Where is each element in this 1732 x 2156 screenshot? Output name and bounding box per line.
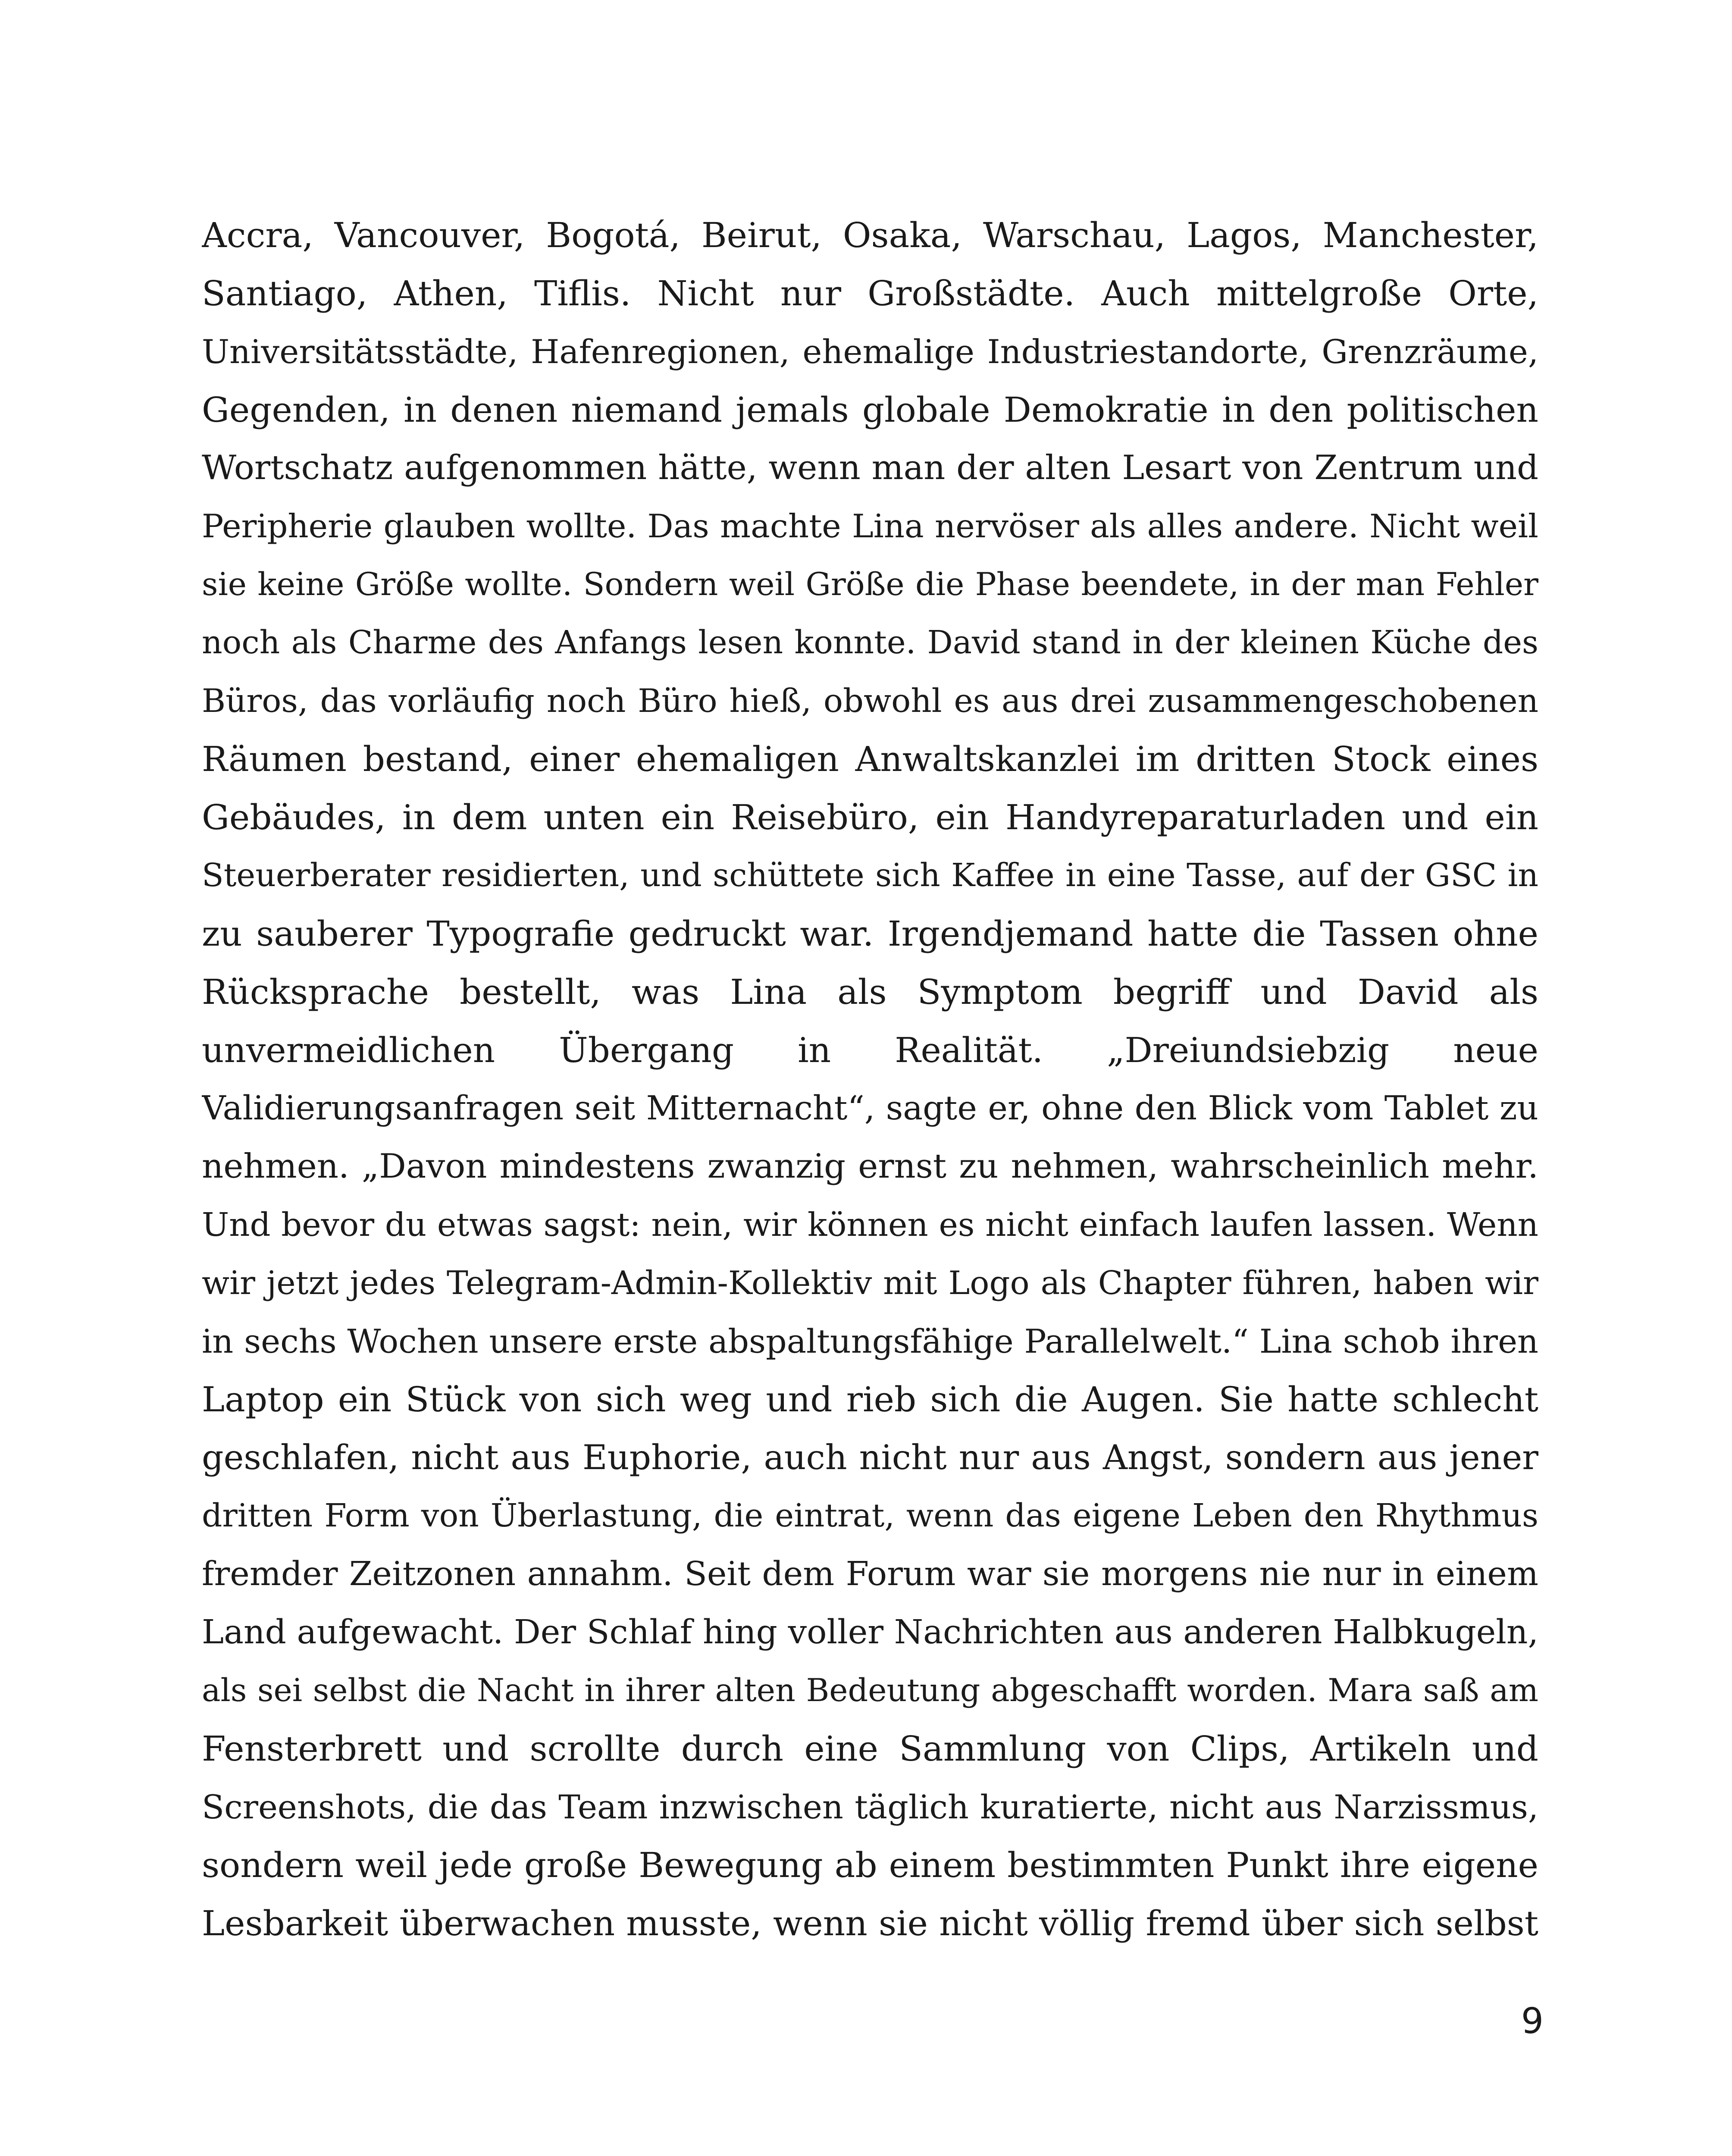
text-line: Screenshots, die das Team inzwischen täglich kuratierte, nicht aus Narzissmus, [202,1788,1538,1826]
text-line: Fensterbrett und scrollte durch eine Sammlung von Clips, Artikeln und [202,1729,1538,1769]
text-line: dritten Form von Überlastung, die eintrat, wenn das eigene Leben den Rhythmus [202,1497,1538,1534]
text-line: wir jetzt jedes Telegram-Admin-Kollektiv mit Logo als Chapter führen, haben wir [202,1264,1538,1302]
text-line: zu sauberer Typografie gedruckt war. Irgendjemand hatte die Tassen ohne [202,914,1538,954]
text-line: Gebäudes, in dem unten ein Reisebüro, ein Handyreparaturladen und ein [202,797,1538,837]
text-line: Lesbarkeit überwachen musste, wenn sie nicht völlig fremd über sich selbst [202,1903,1538,1943]
text-line: geschlafen, nicht aus Euphorie, auch nicht nur aus Angst, sondern aus jener [202,1438,1538,1477]
text-line: Validierungsanfragen seit Mitternacht“, sagte er, ohne den Blick vom Tablet zu [202,1089,1538,1128]
text-line: Büros, das vorläufig noch Büro hieß, obwohl es aus drei zusammengeschobenen [202,682,1538,720]
body-text [202,206,1538,1952]
text-line: Land aufgewacht. Der Schlaf hing voller Nachrichten aus anderen Halbkugeln, [202,1613,1538,1651]
text-line: Rücksprache bestellt, was Lina als Symptom begriff und David als [202,972,1538,1012]
text-line: unvermeidlichen Übergang in Realität. „Dreiundsiebzig neue [202,1030,1538,1070]
text-line: Und bevor du etwas sagst: nein, wir können es nicht einfach laufen lassen. Wenn [202,1206,1538,1244]
text-line: Accra, Vancouver, Bogotá, Beirut, Osaka, Warschau, Lagos, Manchester, [202,215,1538,255]
text-line: noch als Charme des Anfangs lesen konnte. David stand in der kleinen Küche des [202,624,1538,661]
text-line: Santiago, Athen, Tiflis. Nicht nur Großstädte. Auch mittelgroße Orte, [202,273,1538,313]
text-line: Gegenden, in denen niemand jemals globale Demokratie in den politischen [202,390,1538,430]
text-line: fremder Zeitzonen annahm. Seit dem Forum war sie morgens nie nur in einem [202,1555,1538,1593]
text-line: in sechs Wochen unsere erste abspaltungsfähige Parallelwelt.“ Lina schob ihren [202,1322,1538,1360]
text-line: Wortschatz aufgenommen hätte, wenn man der alten Lesart von Zentrum und [202,448,1538,487]
text-line: als sei selbst die Nacht in ihrer alten Bedeutung abgeschafft worden. Mara saß am [202,1672,1538,1709]
text-line: Laptop ein Stück von sich weg und rieb sich die Augen. Sie hatte schlecht [202,1379,1538,1420]
text-line: sie keine Größe wollte. Sondern weil Größe die Phase beendete, in der man Fehler [202,566,1538,603]
text-line: Räumen bestand, einer ehemaligen Anwaltskanzlei im dritten Stock eines [202,739,1538,779]
text-line: Universitätsstädte, Hafenregionen, ehemalige Industriestandorte, Grenzräume, [202,332,1538,371]
text-line: Peripherie glauben wollte. Das machte Lina nervöser als alles andere. Nicht weil [202,507,1538,545]
text-line: sondern weil jede große Bewegung ab einem bestimmten Punkt ihre eigene [202,1845,1538,1885]
text-line: nehmen. „Davon mindestens zwanzig ernst zu nehmen, wahrscheinlich mehr. [202,1147,1538,1186]
text-line: Steuerberater residierten, und schüttete sich Kaffee in eine Tasse, auf der GSC in [202,857,1538,894]
page-number: 9 [1521,2001,1544,2042]
